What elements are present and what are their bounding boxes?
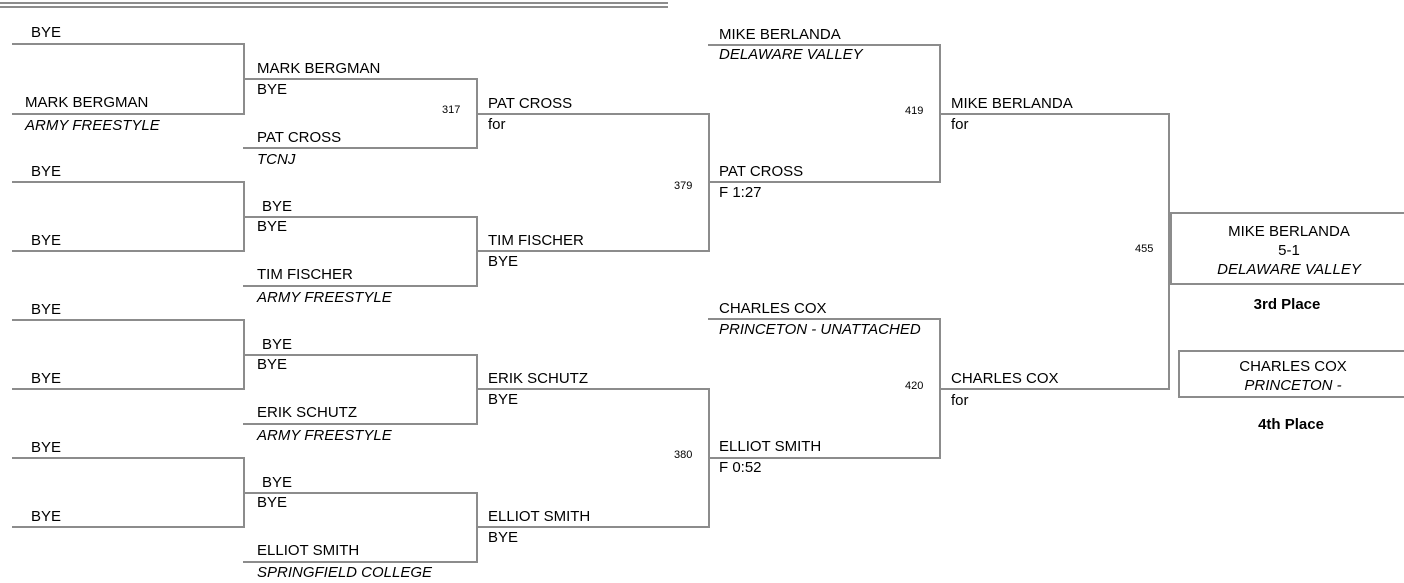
r5-2-result: for xyxy=(951,392,969,409)
r5-2-line xyxy=(939,388,1170,390)
r4-2-result: F 1:27 xyxy=(719,184,762,201)
r1-line-7 xyxy=(12,457,245,459)
r5-1-line xyxy=(939,113,1170,115)
r5-1-result: for xyxy=(951,116,969,133)
r2-1-top-sub: BYE xyxy=(257,81,288,98)
r3-2-result: BYE xyxy=(488,253,519,270)
r5-2-name: CHARLES COX xyxy=(951,370,1059,387)
r2-2-top: BYE xyxy=(262,198,293,215)
r2-4-bottom: ELLIOT SMITH xyxy=(257,542,360,559)
r2-4-top-sub: BYE xyxy=(257,494,288,511)
r2-2-bottom: TIM FISCHER xyxy=(257,266,353,283)
fourth-place-box xyxy=(1178,350,1404,398)
r4-2-name: PAT CROSS xyxy=(719,163,804,180)
r1-line-3 xyxy=(12,181,245,183)
bout-number: 419 xyxy=(905,105,924,117)
r2-1-bottom: PAT CROSS xyxy=(257,129,342,146)
r3-4-line xyxy=(476,526,710,528)
r4-1-name: MIKE BERLANDA xyxy=(719,26,841,43)
fourth-place-name: CHARLES COX xyxy=(1239,358,1347,375)
bout-number: 420 xyxy=(905,380,924,392)
r1-slot-3: BYE xyxy=(31,163,62,180)
r4-2-line xyxy=(708,181,941,183)
r1-slot-5: BYE xyxy=(31,301,62,318)
r3-4-result: BYE xyxy=(488,529,519,546)
r1-slot-7: BYE xyxy=(31,439,62,456)
r2-4-top: BYE xyxy=(262,474,293,491)
r5-1-name: MIKE BERLANDA xyxy=(951,95,1073,112)
r4-3-team: PRINCETON - UNATTACHED xyxy=(719,321,921,338)
header-rule-2 xyxy=(0,6,668,8)
fourth-place-team: PRINCETON - xyxy=(1244,377,1342,394)
bout-number: 455 xyxy=(1135,243,1154,255)
third-place-name: MIKE BERLANDA xyxy=(1228,223,1350,240)
r2-3-bottom-team: ARMY FREESTYLE xyxy=(257,427,392,444)
r4-4-name: ELLIOT SMITH xyxy=(719,438,822,455)
r1-slot-1: BYE xyxy=(31,24,62,41)
r2-1-top-line xyxy=(243,78,478,80)
r1-slot-6: BYE xyxy=(31,370,62,387)
third-place-record: 5-1 xyxy=(1278,242,1300,259)
r2-1-bottom-team: TCNJ xyxy=(257,151,296,168)
r1-line-6 xyxy=(12,388,245,390)
r3-1-line xyxy=(476,113,710,115)
r4-1-team: DELAWARE VALLEY xyxy=(719,46,863,63)
r1-slot-2-team: ARMY FREESTYLE xyxy=(25,117,160,134)
r3-2-line xyxy=(476,250,710,252)
bout-number: 379 xyxy=(674,180,693,192)
r2-2-top-sub: BYE xyxy=(257,218,288,235)
r2-2-bottom-team: ARMY FREESTYLE xyxy=(257,289,392,306)
bout-number: 380 xyxy=(674,449,693,461)
r1-line-4 xyxy=(12,250,245,252)
r3-1-name: PAT CROSS xyxy=(488,95,573,112)
r1-line-5 xyxy=(12,319,245,321)
r3-3-name: ERIK SCHUTZ xyxy=(488,370,589,387)
r3-2-name: TIM FISCHER xyxy=(488,232,584,249)
r3-4-name: ELLIOT SMITH xyxy=(488,508,591,525)
r1-line-8 xyxy=(12,526,245,528)
r2-2-bottom-line xyxy=(243,285,478,287)
r4-3-name: CHARLES COX xyxy=(719,300,827,317)
r2-1-top: MARK BERGMAN xyxy=(257,60,381,77)
r2-4-bottom-line xyxy=(243,561,478,563)
r1-slot-4: BYE xyxy=(31,232,62,249)
r2-3-bottom-line xyxy=(243,423,478,425)
r2-4-bottom-team: SPRINGFIELD COLLEGE xyxy=(257,564,433,581)
r2-1-bottom-line xyxy=(243,147,478,149)
fourth-place-label: 4th Place xyxy=(1258,416,1324,433)
r2-3-top-sub: BYE xyxy=(257,356,288,373)
r2-3-bottom: ERIK SCHUTZ xyxy=(257,404,358,421)
third-place-box xyxy=(1170,212,1404,285)
r2-3-top: BYE xyxy=(262,336,293,353)
r4-4-result: F 0:52 xyxy=(719,459,762,476)
r3-3-result: BYE xyxy=(488,391,519,408)
r1-slot-8: BYE xyxy=(31,508,62,525)
r1-slot-2: MARK BERGMAN xyxy=(25,94,149,111)
r1-line-1 xyxy=(12,43,245,45)
third-place-label: 3rd Place xyxy=(1253,296,1321,313)
bout-number: 317 xyxy=(442,104,461,116)
r3-1-result: for xyxy=(488,116,506,133)
r1-line-2 xyxy=(12,113,245,115)
r4-3-line xyxy=(708,318,941,320)
third-place-team: DELAWARE VALLEY xyxy=(1217,261,1361,278)
header-rule xyxy=(0,2,668,4)
r3-3-line xyxy=(476,388,710,390)
